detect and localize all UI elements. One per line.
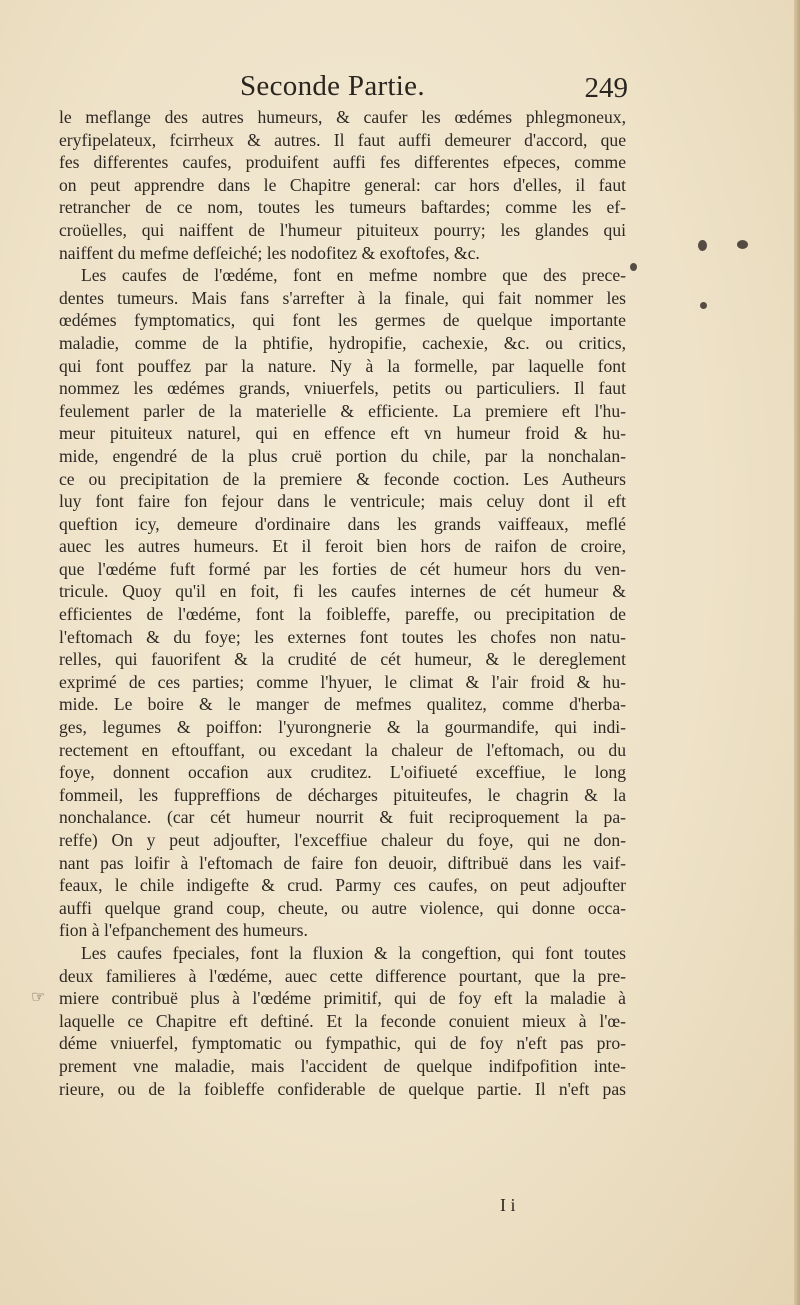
text-line: maladie, comme de la phtifie, hydropifie, cachexie, &c. ou critics, — [59, 332, 626, 353]
text-line: meur pituiteux naturel, qui en effence eft vn humeur froid & hu- — [59, 423, 626, 444]
text-line: foye, donnent occafion aux cruditez. L'oifiueté exceffiue, le long — [59, 762, 626, 783]
text-line: l'eftomach & du foye; les externes font toutes les chofes non natu- — [59, 626, 626, 647]
text-line: rieure, ou de la foibleffe confiderable de quelque partie. Il n'eft pas — [59, 1078, 626, 1099]
text-line: nant pas loifir à l'eftomach de faire fon deuoir, diftribuë dans les vaif- — [59, 852, 626, 873]
text-line: mide. Le boire & le manger de mefmes qualitez, comme d'herba- — [59, 694, 626, 715]
text-line: naiffent du mefme defſeiché; les nodofitez & exoftofes, &c. — [59, 242, 480, 263]
text-line: queftion icy, demeure d'ordinaire dans les grands vaiffeaux, meflé — [59, 513, 626, 534]
text-line: prement vne maladie, mais l'accident de quelque indifpofition inte- — [59, 1055, 626, 1076]
text-line: relles, qui fauorifent & la crudité de cét humeur, & le dereglement — [59, 649, 626, 670]
text-line: fion à l'efpanchement des humeurs. — [59, 920, 308, 941]
text-line: nonchalance. (car cét humeur nourrit & fuit reciproquement la pa- — [59, 807, 626, 828]
text-line: rectement en eftouffant, ou excedant la chaleur de l'eftomach, ou du — [59, 739, 626, 760]
text-line: reffe) On y peut adjoufter, l'exceffiue chaleur du foye, qui ne don- — [59, 830, 626, 850]
text-line: laquelle ce Chapitre eft deftiné. Et la feconde conuient mieux à l'œ- — [59, 1010, 626, 1031]
ink-blot-icon — [700, 302, 707, 309]
page-header — [60, 70, 628, 110]
text-line: deux familieres à l'œdéme, auec cette difference pourtant, que la pre- — [59, 965, 626, 986]
text-line: ges, legumes & poiffon: l'yurongnerie & la gourmandife, qui indi- — [59, 717, 626, 738]
text-line: feaux, le chile indigefte & crud. Parmy ces caufes, on peut adjoufter — [59, 875, 626, 896]
page-footer — [500, 1195, 600, 1216]
text-line: déme vniuerfel, fymptomatic ou fympathic, qui de foy n'eft pas pro- — [59, 1033, 626, 1054]
text-line: mide, engendré de la plus cruë portion du chile, par la nonchalan- — [59, 445, 626, 466]
text-line: œdémes fymptomatics, qui font les germes de quelque importante — [59, 310, 626, 331]
running-head: Seconde Partie. — [240, 70, 425, 102]
paragraph-start-line: Les caufes de l'œdéme, font en mefme nombre que des prece- — [81, 265, 626, 286]
text-line: fommeil, les fuppreffions de décharges pituiteufes, le chagrin & la — [59, 784, 626, 805]
text-line: exprimé de ces parties; comme l'hyuer, le climat & l'air froid & hu- — [59, 671, 626, 692]
text-line: tricule. Quoy qu'il en foit, fi les caufes internes de cét humeur & — [59, 581, 626, 602]
text-line: retrancher de ce nom, toutes les tumeurs baftardes; comme les ef- — [59, 197, 626, 218]
text-line: feulement parler de la materielle & efficiente. La premiere eft l'hu- — [59, 400, 626, 421]
text-line: que l'œdéme fuft formé par les forties de cét humeur hors du ven- — [59, 558, 626, 579]
text-line: fes differentes caufes, produifent auffi fes differentes efpeces, comme — [59, 152, 626, 173]
ink-blot-icon — [698, 240, 707, 251]
text-line: dentes tumeurs. Mais fans s'arrefter à la finale, qui fait nommer les — [59, 287, 626, 308]
paragraph-start-line: Les caufes fpeciales, font la fluxion & la congeftion, qui font toutes — [81, 942, 626, 963]
signature-mark: I i — [500, 1195, 516, 1215]
text-line: auffi quelque grand coup, cheute, ou autre violence, qui donne occa- — [59, 897, 626, 918]
text-line: on peut apprendre dans le Chapitre general: car hors d'elles, il faut — [59, 174, 626, 195]
text-line: miere contribuë plus à l'œdéme primitif, qui de foy eft la maladie à — [59, 988, 626, 1009]
page-number: 249 — [584, 72, 628, 104]
body-text — [59, 106, 626, 1100]
text-line: luy font faire fon fejour dans le ventricule; mais celuy dont il eft — [59, 491, 626, 512]
ink-blot-icon — [737, 240, 748, 249]
ink-blot-icon — [630, 263, 637, 271]
text-line: ce ou precipitation de la premiere & feconde coction. Les Autheurs — [59, 468, 626, 489]
pointing-hand-icon: ☞ — [31, 987, 46, 1006]
text-line: le meflange des autres humeurs, & caufer les œdémes phlegmoneux, — [59, 107, 626, 127]
text-line: efficientes de l'œdéme, font la foibleffe, pareffe, ou precipitation de — [59, 604, 626, 625]
text-line: auec les autres humeurs. Et il feroit bien hors de raifon de croire, — [59, 536, 626, 557]
text-line: eryfipelateux, fcirrheux & autres. Il faut auffi demeurer d'accord, que — [59, 129, 626, 150]
text-line: qui font pouffez par la nature. Ny à la formelle, par laquelle font — [59, 355, 626, 376]
text-line: nommez les œdémes grands, vniuerfels, petits ou particuliers. Il faut — [59, 378, 626, 399]
page-edge — [794, 0, 800, 1305]
text-line: croüelles, qui naiffent de l'humeur pituiteux pourry; les glandes qui — [59, 219, 626, 240]
